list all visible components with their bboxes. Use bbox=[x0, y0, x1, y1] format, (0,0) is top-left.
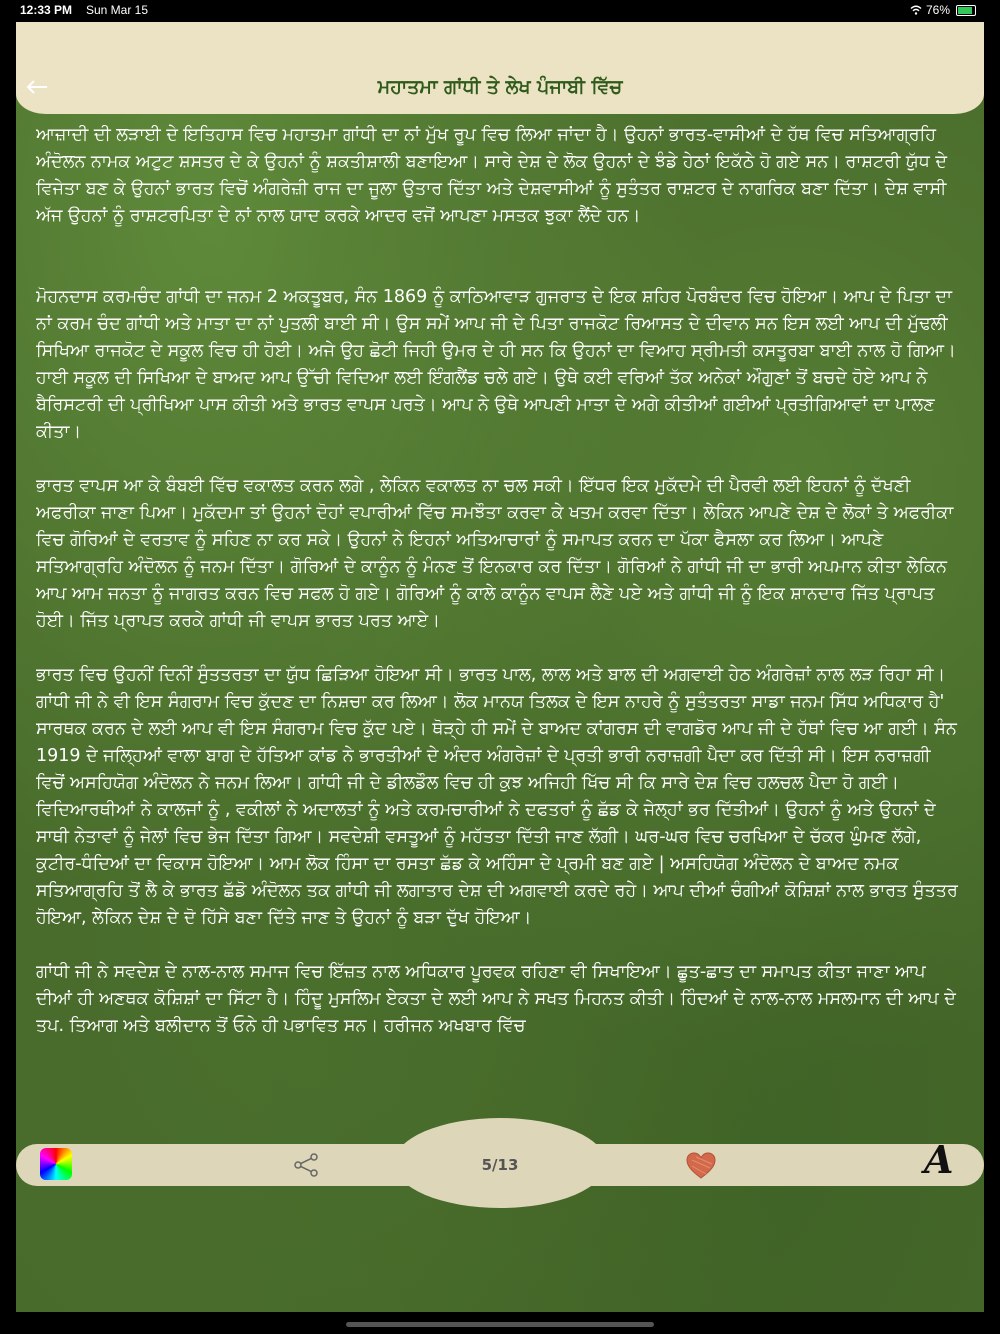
paragraph-1: ਆਜ਼ਾਦੀ ਦੀ ਲੜਾਈ ਦੇ ਇਤਿਹਾਸ ਵਿਚ ਮਹਾਤਮਾ ਗਾਂਧੀ ਦਾ ਨਾਂ ਮੁੱਖ ਰੂਪ ਵਿਚ ਲਿਆ ਜਾਂਦਾ ਹੈ। ਉਹਨਾਂ ਭਾਰਤ-ਵਾਸੀਆਂ ਦੇ ਹੱਥ ਵਿਚ ਸਤਿਆਗ੍ਰਹਿ ਅੰਦੋਲਨ ਨਾਮਕ ਅਟੁਟ ਸ਼ਸਤਰ ਦੇ ਕੇ ਉਹਨਾਂ ਨੂੰ ਸ਼ਕਤੀਸ਼ਾਲੀ ਬਣਾਇਆ। ਸਾਰੇ ਦੇਸ਼ ਦੇ ਲੋਕ ਉਹਨਾਂ ਦੇ ਝੰਡੇ ਹੇਠਾਂ ਇਕੱਠੇ ਹੋ ਗਏ ਸਨ। ਰਾਸ਼ਟਰੀ ਯੁੱਧ ਦੇ ਵਿਜੇਤਾ ਬਣ ਕੇ ਉਹਨਾਂ ਭਾਰਤ ਵਿਚੋਂ ਅੰਗਰੇਜ਼ੀ ਰਾਜ ਦਾ ਜੂਲਾ ਉਤਾਰ ਦਿੱਤਾ ਅਤੇ ਦੇਸ਼ਵਾਸੀਆਂ ਨੂੰ ਸੁਤੰਤਰ ਰਾਸ਼ਟਰ ਦੇ ਨਾਗਰਿਕ ਬਣਾ ਦਿੱਤਾ। ਦੇਸ਼ ਵਾਸੀ ਅੱਜ ਉਹਨਾਂ ਨੂੰ ਰਾਸ਼ਟਰਪਿਤਾ ਦੇ ਨਾਂ ਨਾਲ ਯਾਦ ਕਰਕੇ ਆਦਰ ਵਜੋਂ ਆਪਣਾ ਮਸਤਕ ਝੁਕਾ ਲੈਂਦੇ ਹਨ। bbox=[36, 125, 947, 226]
article-body[interactable] bbox=[36, 122, 964, 1124]
battery-icon bbox=[956, 5, 976, 16]
page-counter: 5/13 bbox=[481, 1156, 519, 1174]
paragraph-3: ਭਾਰਤ ਵਾਪਸ ਆ ਕੇ ਬੰਬਈ ਵਿੱਚ ਵਕਾਲਤ ਕਰਨ ਲਗੇ , ਲੇਕਿਨ ਵਕਾਲਤ ਨਾ ਚਲ ਸਕੀ। ਇੱਧਰ ਇਕ ਮੁਕੱਦਮੇ ਦੀ ਪੈਰਵੀ ਲਈ ਇਹਨਾਂ ਨੂੰ ਦੱਖਣੀ ਅਫਰੀਕਾ ਜਾਣਾ ਪਿਆ। ਮੁਕੱਦਮਾ ਤਾਂ ਉਹਨਾਂ ਦੋਹਾਂ ਵਪਾਰੀਆਂ ਵਿੱਚ ਸਮਝੌਤਾ ਕਰਵਾ ਕੇ ਖਤਮ ਕਰਵਾ ਦਿੱਤਾ। ਲੇਕਿਨ ਆਪਣੇ ਦੇਸ਼ ਦੇ ਲੋਕਾਂ ਤੇ ਅਫਰੀਕਾ ਵਿਚ ਗੋਰਿਆਂ ਦੇ ਵਰਤਾਵ ਨੂੰ ਸਹਿਣ ਨਾ ਕਰ ਸਕੇ। ਉਹਨਾਂ ਨੇ ਇਹਨਾਂ ਅਤਿਆਚਾਰਾਂ ਨੂੰ ਸਮਾਪਤ ਕਰਨ ਦਾ ਪੱਕਾ ਫੈਸਲਾ ਕਰ ਲਿਆ। ਆਪਣੇ ਸਤਿਆਗ੍ਰਹਿ ਅੰਦੋਲਨ ਨੂੰ ਜਨਮ ਦਿੱਤਾ। ਗੋਰਿਆਂ ਦੇ ਕਾਨੂੰਨ ਨੂੰ ਮੰਨਣ ਤੋਂ ਇਨਕਾਰ ਕਰ ਦਿੱਤਾ। ਗੋਰਿਆਂ ਨੇ ਗਾਂਧੀ ਜੀ ਦਾ ਭਾਰੀ ਅਪਮਾਨ ਕੀਤਾ ਲੇਕਿਨ ਆਪ ਆਮ ਜਨਤਾ ਨੂੰ ਜਾਗਰਤ ਕਰਨ ਵਿਚ ਸਫਲ ਹੋ ਗਏ। ਗੋਰਿਆਂ ਨੂੰ ਕਾਲੇ ਕਾਨੂੰਨ ਵਾਪਸ ਲੈਣੇ ਪਏ ਅਤੇ ਗਾਂਧੀ ਜੀ ਨੂੰ ਇਕ ਸ਼ਾਨਦਾਰ ਜਿੱਤ ਪ੍ਰਾਪਤ ਹੋਈ। ਜਿੱਤ ਪ੍ਰਾਪਤ ਕਰਕੇ ਗਾਂਧੀ ਜੀ ਵਾਪਸ ਭਾਰਤ ਪਰਤ ਆਏ। bbox=[36, 476, 954, 631]
font-size-icon[interactable]: A bbox=[924, 1137, 954, 1182]
paragraph-4: ਭਾਰਤ ਵਿਚ ਉਹਨੀਂ ਦਿਨੀਂ ਸੁੰਤਤਰਤਾ ਦਾ ਯੁੱਧ ਛਿੜਿਆ ਹੋਇਆ ਸੀ। ਭਾਰਤ ਪਾਲ, ਲਾਲ ਅਤੇ ਬਾਲ ਦੀ ਅਗਵਾਈ ਹੇਠ ਅੰਗਰੇਜ਼ਾਂ ਨਾਲ ਲੜ ਰਿਹਾ ਸੀ। ਗਾਂਧੀ ਜੀ ਨੇ ਵੀ ਇਸ ਸੰਗਰਾਮ ਵਿਚ ਕੁੱਦਣ ਦਾ ਨਿਸ਼ਚਾ ਕਰ ਲਿਆ। ਲੋਕ ਮਾਨਯ ਤਿਲਕ ਦੇ ਇਸ ਨਾਹਰੇ ਨੂੰ ਸੁਤੰਤਰਤਾ ਸਾਡਾ ਜਨਮ ਸਿੱਧ ਅਧਿਕਾਰ ਹੈ' ਸਾਰਥਕ ਕਰਨ ਦੇ ਲਈ ਆਪ ਵੀ ਇਸ ਸੰਗਰਾਮ ਵਿਚ ਕੁੱਦ ਪਏ। ਥੋੜ੍ਹੇ ਹੀ ਸਮੇਂ ਦੇ ਬਾਅਦ ਕਾਂਗਰਸ ਦੀ ਵਾਗਡੋਰ ਆਪ ਜੀ ਦੇ ਹੱਥਾਂ ਵਿਚ ਆ ਗਈ। ਸੰਨ 1919 ਦੇ ਜਲ੍ਹਿਆਂ ਵਾਲਾ ਬਾਗ ਦੇ ਹੱਤਿਆ ਕਾਂਡ ਨੇ ਭਾਰਤੀਆਂ ਦੇ ਅੰਦਰ ਅੰਗਰੇਜ਼ਾਂ ਦੇ ਪ੍ਰਤੀ ਭਾਰੀ ਨਰਾਜ਼ਗੀ ਪੈਦਾ ਕਰ ਦਿੱਤੀ ਸੀ। ਇਸ ਨਰਾਜ਼ਗੀ ਵਿਚੋਂ ਅਸਹਿਯੋਗ ਅੰਦੋਲਨ ਨੇ ਜਨਮ ਲਿਆ। ਗਾਂਧੀ ਜੀ ਦੇ ਡੀਲਡੌਲ ਵਿਚ ਹੀ ਕੁਝ ਅਜਿਹੀ ਖਿੱਚ ਸੀ ਕਿ ਸਾਰੇ ਦੇਸ਼ ਵਿਚ ਹਲਚਲ ਪੈਦਾ ਹੋ ਗਈ। ਵਿਦਿਆਰਥੀਆਂ ਨੇ ਕਾਲਜਾਂ ਨੂੰ , ਵਕੀਲਾਂ ਨੇ ਅਦਾਲਤਾਂ ਨੂੰ ਅਤੇ ਕਰਮਚਾਰੀਆਂ ਨੇ ਦਫਤਰਾਂ ਨੂੰ ਛੱਡ ਕੇ ਜੇਲ੍ਹਾਂ ਭਰ ਦਿੱਤੀਆਂ। ਉਹਨਾਂ ਨੂੰ ਅਤੇ ਉਹਨਾਂ ਦੇ ਸਾਥੀ ਨੇਤਾਵਾਂ ਨੂੰ ਜੇਲਾਂ ਵਿਚ ਭੇਜ ਦਿੱਤਾ ਗਿਆ। ਸਵਦੇਸ਼ੀ ਵਸਤੂਆਂ ਨੂੰ ਮਹੱਤਤਾ ਦਿੱਤੀ ਜਾਣ ਲੱਗੀ। ਘਰ-ਘਰ ਵਿਚ ਚਰਖਿਆ ਦੇ ਚੱਕਰ ਘੁੰਮਣ ਲੱਗੇ, ਕੁਟੀਰ-ਧੰਦਿਆਂ ਦਾ ਵਿਕਾਸ ਹੋਇਆ। ਆਮ ਲੋਕ ਹਿੰਸਾ ਦਾ ਰਸਤਾ ਛੱਡ ਕੇ ਅਹਿੰਸਾ ਦੇ ਪ੍ਰਮੀ ਬਣ ਗਏ | ਅਸਹਿਯੋਗ ਅੰਦੋਲਨ ਦੇ ਬਾਅਦ ਨਮਕ ਸਤਿਆਗ੍ਰਹਿ ਤੋਂ ਲੈ ਕੇ ਭਾਰਤ ਛੱਡੋ ਅੰਦੋਲਨ ਤਕ ਗਾਂਧੀ ਜੀ ਲਗਾਤਾਰ ਦੇਸ਼ ਦੀ ਅਗਵਾਈ ਕਰਦੇ ਰਹੇ। ਆਪ ਦੀਆਂ ਚੰਗੀਆਂ ਕੋਸ਼ਿਸ਼ਾਂ ਨਾਲ ਭਾਰਤ ਸੁੰਤਤਰ ਹੋਇਆ, ਲੇਕਿਨ ਦੇਸ਼ ਦੇ ਦੋ ਹਿੱਸੇ ਬਣਾ ਦਿੱਤੇ ਜਾਣ ਤੇ ਉਹਨਾਂ ਨੂੰ ਬੜਾ ਦੁੱਖ ਹੋਇਆ। bbox=[36, 665, 958, 928]
color-wheel-icon[interactable] bbox=[40, 1148, 72, 1180]
status-date: Sun Mar 15 bbox=[86, 3, 149, 17]
share-icon[interactable] bbox=[292, 1152, 320, 1178]
status-indicators bbox=[910, 3, 976, 17]
reader-screen bbox=[16, 22, 984, 1312]
wifi-icon bbox=[910, 5, 922, 15]
status-bar bbox=[0, 0, 1000, 22]
header-bar bbox=[16, 22, 984, 114]
page-title: ਮਹਾਤਮਾ ਗਾਂਧੀ ਤੇ ਲੇਖ ਪੰਜਾਬੀ ਵਿੱਚ bbox=[377, 76, 623, 98]
paragraph-5: ਗਾਂਧੀ ਜੀ ਨੇ ਸਵਦੇਸ਼ ਦੇ ਨਾਲ-ਨਾਲ ਸਮਾਜ ਵਿਚ ਇੱਜ਼ਤ ਨਾਲ ਅਧਿਕਾਰ ਪੂਰਵਕ ਰਹਿਣਾ ਵੀ ਸਿਖਾਇਆ। ਛੂਤ-ਛਾਤ ਦਾ ਸਮਾਪਤ ਕੀਤਾ ਜਾਣਾ ਆਪ ਦੀਆਂ ਹੀ ਅਣਥਕ ਕੋਸ਼ਿਸ਼ਾਂ ਦਾ ਸਿੱਟਾ ਹੈ। ਹਿੰਦੂ ਮੁਸਲਿਮ ਏਕਤਾ ਦੇ ਲਈ ਆਪ ਨੇ ਸਖਤ ਮਿਹਨਤ ਕੀਤੀ। ਹਿੰਦਆਂ ਦੇ ਨਾਲ-ਨਾਲ ਮਸਲਮਾਨ ਦੀ ਆਪ ਦੇ ਤਪ. ਤਿਆਗ ਅਤੇ ਬਲੀਦਾਨ ਤੋਂ ਓਨੇ ਹੀ ਪਭਾਵਿਤ ਸਨ। ਹਰੀਜਨ ਅਖਬਾਰ ਵਿੱਚ bbox=[36, 962, 956, 1036]
paragraph-2: ਮੋਹਨਦਾਸ ਕਰਮਚੰਦ ਗਾਂਧੀ ਦਾ ਜਨਮ 2 ਅਕਤੂਬਰ, ਸੰਨ 1869 ਨੂੰ ਕਾਠਿਆਵਾੜ ਗੁਜਰਾਤ ਦੇ ਇਕ ਸ਼ਹਿਰ ਪੋਰਬੰਦਰ ਵਿਚ ਹੋਇਆ। ਆਪ ਦੇ ਪਿਤਾ ਦਾ ਨਾਂ ਕਰਮ ਚੰਦ ਗਾਂਧੀ ਅਤੇ ਮਾਤਾ ਦਾ ਨਾਂ ਪੁਤਲੀ ਬਾਈ ਸੀ। ਉਸ ਸਮੇਂ ਆਪ ਜੀ ਦੇ ਪਿਤਾ ਰਾਜਕੋਟ ਰਿਆਸਤ ਦੇ ਦੀਵਾਨ ਸਨ ਇਸ ਲਈ ਆਪ ਦੀ ਮੁੱਢਲੀ ਸਿਖਿਆ ਰਾਜਕੋਟ ਦੇ ਸਕੂਲ ਵਿਚ ਹੀ ਹੋਈ। ਅਜੇ ਉਹ ਛੋਟੀ ਜਿਹੀ ਉਮਰ ਦੇ ਹੀ ਸਨ ਕਿ ਉਹਨਾਂ ਦਾ ਵਿਆਹ ਸ੍ਰੀਮਤੀ ਕਸਤੂਰਬਾ ਬਾਈ ਨਾਲ ਹੋ ਗਿਆ। ਹਾਈ ਸਕੂਲ ਦੀ ਸਿਖਿਆ ਦੇ ਬਾਅਦ ਆਪ ਉੱਚੀ ਵਿਦਿਆ ਲਈ ਇੰਗਲੈਂਡ ਚਲੇ ਗਏ। ਉਥੇ ਕਈ ਵਰਿਆਂ ਤੱਕ ਅਨੇਕਾਂ ਔਗੁਣਾਂ ਤੋਂ ਬਚਦੇ ਹੋਏ ਆਪ ਨੇ ਬੈਰਿਸਟਰੀ ਦੀ ਪ੍ਰੀਖਿਆ ਪਾਸ ਕੀਤੀ ਅਤੇ ਭਾਰਤ ਵਾਪਸ ਪਰਤੇ। ਆਪ ਨੇ ਉਥੇ ਆਪਣੀ ਮਾਤਾ ਦੇ ਅਗੇ ਕੀਤੀਆਂ ਗਈਆਂ ਪ੍ਰਤੀਗਿਆਵਾਂ ਦਾ ਪਾਲਣ ਕੀਤਾ। bbox=[36, 287, 956, 442]
battery-percent: 76% bbox=[925, 3, 950, 17]
heart-icon[interactable] bbox=[686, 1152, 716, 1180]
status-time: 12:33 PM bbox=[20, 3, 73, 17]
home-indicator bbox=[346, 1322, 654, 1327]
